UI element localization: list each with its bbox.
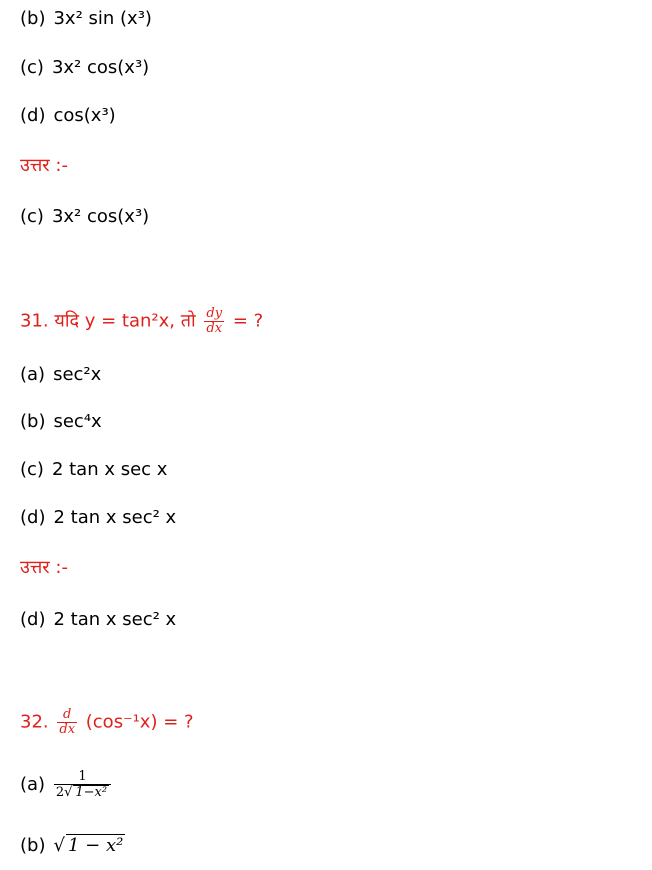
option-text: 3x² cos(x³) <box>51 57 150 78</box>
option-32-b <box>20 834 125 857</box>
option-text: sec⁴x <box>53 411 102 432</box>
fraction-denominator: dx <box>204 321 224 336</box>
option-text: 3x² sin (x³) <box>53 8 152 29</box>
question-number: 32. <box>20 711 49 733</box>
option-fraction <box>54 770 111 800</box>
derivative-operator <box>57 708 77 737</box>
question-number: 31. <box>20 310 49 332</box>
answer-prev <box>20 206 149 228</box>
question-suffix: = ? <box>232 310 264 332</box>
option-label: (a) <box>20 364 46 385</box>
fraction-numerator: d <box>63 707 72 722</box>
fraction-denominator: dx <box>59 722 76 737</box>
option-31-c <box>20 459 167 481</box>
option-31-a <box>20 364 101 386</box>
denominator-radicand: 1−x² <box>75 785 108 800</box>
option-label: (b) <box>20 411 46 432</box>
option-prev-c <box>20 57 149 79</box>
answer-label: (c) <box>20 206 44 227</box>
option-text: cos(x³) <box>53 105 116 126</box>
radical-sign: √ <box>64 785 73 800</box>
option-label: (b) <box>20 835 46 856</box>
option-text: 2 tan x sec x <box>51 459 168 480</box>
question-expression: (cos⁻¹x) = ? <box>85 711 194 733</box>
option-label: (c) <box>20 459 44 480</box>
option-label: (d) <box>20 105 46 126</box>
option-label: (c) <box>20 57 44 78</box>
radical-sign: √ <box>53 835 65 856</box>
option-prev-b <box>20 8 152 30</box>
question-stem: यदि y = tan²x, तो <box>54 310 196 332</box>
answer-text: 3x² cos(x³) <box>51 206 150 227</box>
option-label: (d) <box>20 507 46 528</box>
option-expression <box>53 835 125 856</box>
answer-label: (d) <box>20 609 46 630</box>
question-31 <box>20 307 263 336</box>
option-prev-d <box>20 105 116 127</box>
option-label: (a) <box>20 774 46 795</box>
option-text: sec²x <box>53 364 102 385</box>
fraction-numerator: 1 <box>78 769 87 784</box>
option-31-b <box>20 411 102 433</box>
answer-heading-prev: उत्तर :- <box>20 155 68 176</box>
fraction-denominator <box>54 784 111 800</box>
radicand: 1 − x² <box>67 835 124 856</box>
option-text: 2 tan x sec² x <box>53 507 177 528</box>
answer-text: 2 tan x sec² x <box>53 609 177 630</box>
option-31-d <box>20 507 176 529</box>
derivative-fraction <box>204 307 224 336</box>
answer-heading-31: उत्तर :- <box>20 557 68 578</box>
option-32-a <box>20 770 114 800</box>
option-label: (b) <box>20 8 46 29</box>
denominator-coefficient: 2 <box>55 785 65 800</box>
fraction-numerator: dy <box>206 306 223 321</box>
answer-31 <box>20 609 176 631</box>
question-32 <box>20 708 194 737</box>
